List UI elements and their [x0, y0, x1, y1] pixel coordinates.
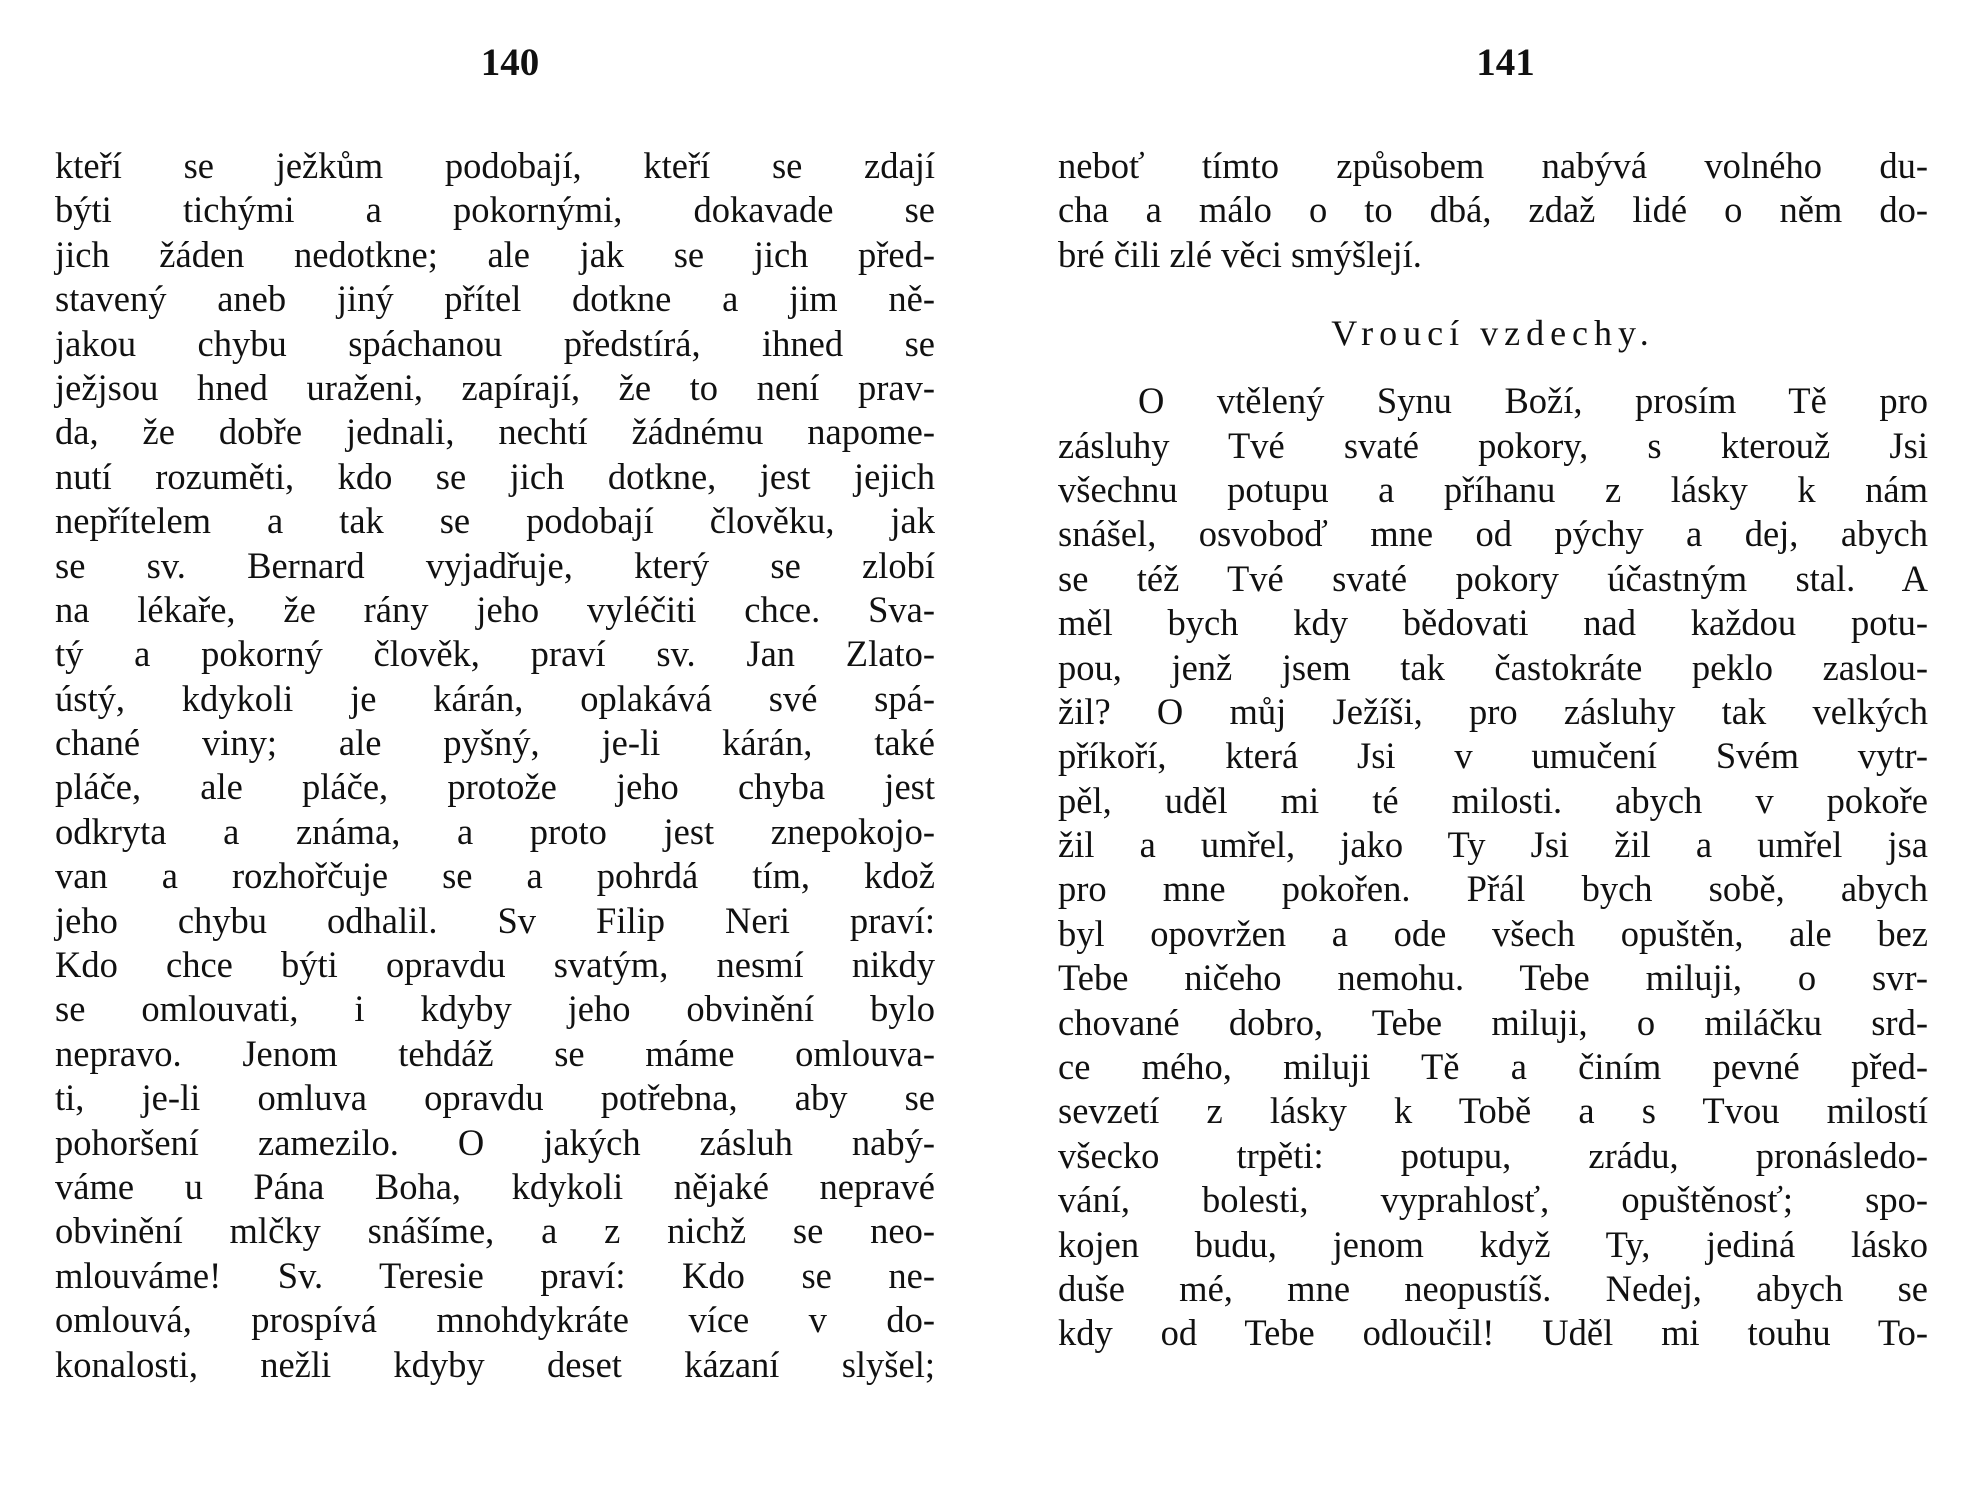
text-line: všecko trpěti: potupu, zrádu, pronásledo- [1058, 1134, 1928, 1176]
text-line: Tebe ničeho nemohu. Tebe miluji, o svr- [1058, 957, 1928, 999]
right-page-text [1058, 144, 1928, 1356]
text-line: se omlouvati, i kdyby jeho obvinění bylo [55, 988, 935, 1030]
text-line: O vtělený Synu Boží, prosím Tě pro [1138, 380, 1928, 422]
text-line: pohoršení zamezilo. O jakých zásluh nabý- [55, 1121, 935, 1163]
left-page-text [55, 144, 935, 1387]
text-line: omlouvá, prospívá mnohdykráte více v do- [55, 1299, 935, 1341]
text-line: žil a umřel, jako Ty Jsi žil a umřel jsa [1058, 824, 1928, 866]
text-line: chované dobro, Tebe miluji, o miláčku srd- [1058, 1001, 1928, 1043]
text-line: pro mne pokořen. Přál bych sobě, abych [1058, 868, 1928, 910]
text-line: býti tichými a pokornými, dokavade se [55, 189, 935, 231]
text-line: van a rozhořčuje se a pohrdá tím, kdož [55, 855, 935, 897]
text-line: konalosti, nežli kdyby deset kázaní slyšel; [55, 1343, 935, 1385]
text-line: všechnu potupu a příhanu z lásky k nám [1058, 468, 1928, 510]
text-line: byl opovržen a ode všech opuštěn, ale bez [1058, 912, 1928, 954]
text-line: kdy od Tebe odloučil! Uděl mi touhu To- [1058, 1312, 1928, 1354]
text-line: pláče, ale pláče, protože jeho chyba jest [55, 766, 935, 808]
text-line: pěl, uděl mi té milosti. abych v pokoře [1058, 779, 1928, 821]
text-line: jakou chybu spáchanou předstírá, ihned se [55, 322, 935, 364]
text-line: se též Tvé svaté pokory účastným stal. A [1058, 557, 1928, 599]
text-line: zásluhy Tvé svaté pokory, s kterouž Jsi [1058, 424, 1928, 466]
right-page [1058, 0, 1928, 1500]
text-line: ti, je-li omluva opravdu potřebna, aby se [55, 1077, 935, 1119]
text-line: ježjsou hned uraženi, zapírají, že to není prav- [55, 366, 935, 408]
text-line: snášel, osvoboď mne od pýchy a dej, abych [1058, 513, 1928, 555]
text-line: na lékaře, že rány jeho vyléčiti chce. Sva- [55, 588, 935, 630]
text-line: vání, bolesti, vyprahlosť, opuštěnosť; spo- [1058, 1179, 1928, 1221]
text-line: jeho chybu odhalil. Sv Filip Neri praví: [55, 899, 935, 941]
text-line: mlouváme! Sv. Teresie praví: Kdo se ne- [55, 1254, 935, 1296]
text-line: Kdo chce býti opravdu svatým, nesmí nikdy [55, 944, 935, 986]
text-line: nutí rozuměti, kdo se jich dotkne, jest jejich [55, 455, 935, 497]
text-line: sevzetí z lásky k Tobě a s Tvou milostí [1058, 1090, 1928, 1132]
text-line: odkryta a známa, a proto jest znepokojo- [55, 810, 935, 852]
text-line: stavený aneb jiný přítel dotkne a jim ně- [55, 278, 935, 320]
text-line: měl bych kdy bědovati nad každou potu- [1058, 602, 1928, 644]
page-number: 140 [480, 41, 540, 84]
text-line: ústý, kdykoli je kárán, oplakává své spá- [55, 677, 935, 719]
text-line: váme u Pána Boha, kdykoli nějaké nepravé [55, 1165, 935, 1207]
text-line: příkoří, která Jsi v umučení Svém vytr- [1058, 735, 1928, 777]
text-line: nepřítelem a tak se podobají člověku, jak [55, 500, 935, 542]
section-heading: Vroucí vzdechy. [1331, 313, 1655, 354]
text-line: da, že dobře jednali, nechtí žádnému napome- [55, 411, 935, 453]
left-page [55, 0, 935, 1500]
text-line: ce mého, miluji Tě a činím pevné před- [1058, 1046, 1928, 1088]
text-line: bré čili zlé věci smýšlejí. [1058, 233, 1422, 275]
text-line: chané viny; ale pyšný, je-li kárán, také [55, 722, 935, 764]
text-line: se sv. Bernard vyjadřuje, který se zlobí [55, 544, 935, 586]
text-line: cha a málo o to dbá, zdaž lidé o něm do- [1058, 189, 1928, 231]
text-line: jich žáden nedotkne; ale jak se jich před- [55, 233, 935, 275]
page-number: 141 [1476, 41, 1535, 84]
text-line: nepravo. Jenom tehdáž se máme omlouva- [55, 1032, 935, 1074]
text-line: kteří se ježkům podobají, kteří se zdají [55, 145, 935, 186]
text-line: kojen budu, jenom když Ty, jediná lásko [1058, 1223, 1928, 1265]
text-line: neboť tímto způsobem nabývá volného du- [1058, 145, 1928, 186]
text-line: duše mé, mne neopustíš. Nedej, abych se [1058, 1267, 1928, 1309]
text-line: žil? O můj Ježíši, pro zásluhy tak velkých [1058, 690, 1928, 732]
text-line: pou, jenž jsem tak častokráte peklo zaslou- [1058, 646, 1928, 688]
text-line: tý a pokorný člověk, praví sv. Jan Zlato- [55, 633, 935, 675]
text-line: obvinění mlčky snášíme, a z nichž se neo- [55, 1210, 935, 1252]
